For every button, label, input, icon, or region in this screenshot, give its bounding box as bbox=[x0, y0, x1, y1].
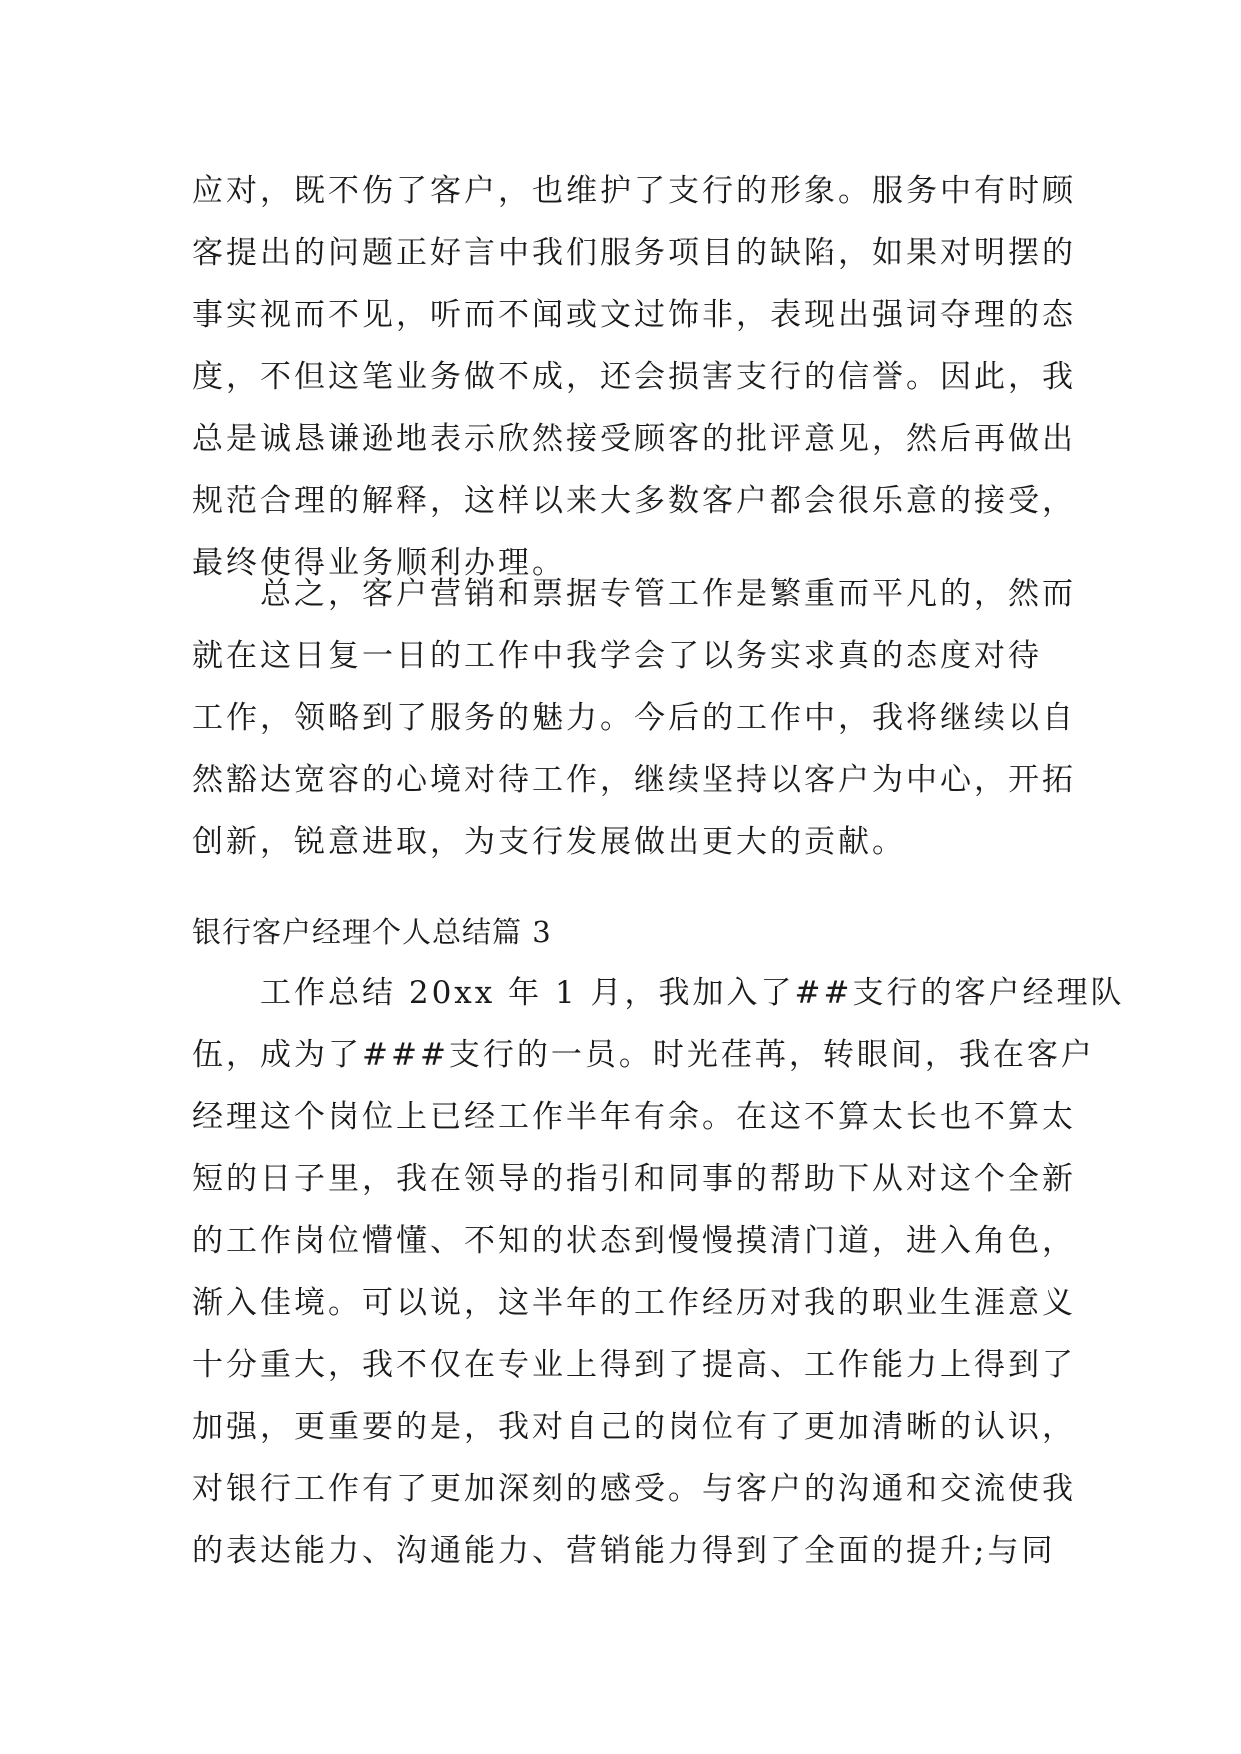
text-line: 工作总结 20xx 年 1 月，我加入了##支行的客户经理队 bbox=[260, 975, 1125, 1011]
text-line: 总之，客户营销和票据专管工作是繁重而平凡的，然而 bbox=[260, 576, 1076, 612]
text-line: 的表达能力、沟通能力、营销能力得到了全面的提升;与同 bbox=[192, 1533, 1056, 1569]
text-line: 工作，领略到了服务的魅力。今后的工作中，我将继续以自 bbox=[192, 700, 1076, 736]
text-line: 客提出的问题正好言中我们服务项目的缺陷，如果对明摆的 bbox=[192, 235, 1076, 271]
text-line: 经理这个岗位上已经工作半年有余。在这不算太长也不算太 bbox=[192, 1099, 1076, 1135]
text-line: 就在这日复一日的工作中我学会了以务实求真的态度对待 bbox=[192, 638, 1042, 674]
text-line: 事实视而不见，听而不闻或文过饰非，表现出强词夺理的态 bbox=[192, 297, 1076, 333]
paragraph-conclusion bbox=[192, 563, 1076, 873]
text-line: 最终使得业务顺利办理。 bbox=[192, 545, 566, 581]
text-line: 对银行工作有了更加深刻的感受。与客户的沟通和交流使我 bbox=[192, 1471, 1076, 1507]
text-line: 伍，成为了###支行的一员。时光荏苒，转眼间，我在客户 bbox=[192, 1037, 1095, 1073]
text-line: 规范合理的解释，这样以来大多数客户都会很乐意的接受， bbox=[192, 483, 1076, 519]
text-line: 创新，锐意进取，为支行发展做出更大的贡献。 bbox=[192, 824, 906, 860]
text-line: 渐入佳境。可以说，这半年的工作经历对我的职业生涯意义 bbox=[192, 1285, 1076, 1321]
text-line: 的工作岗位懵懂、不知的状态到慢慢摸清门道，进入角色， bbox=[192, 1223, 1076, 1259]
text-line: 总是诚恳谦逊地表示欣然接受顾客的批评意见，然后再做出 bbox=[192, 421, 1076, 457]
section-heading: 银行客户经理个人总结篇 3 bbox=[192, 915, 552, 949]
text-line: 十分重大，我不仅在专业上得到了提高、工作能力上得到了 bbox=[192, 1347, 1076, 1383]
text-line: 应对，既不伤了客户，也维护了支行的形象。服务中有时顾 bbox=[192, 173, 1076, 209]
paragraph-work-summary bbox=[192, 962, 1125, 1582]
text-line: 短的日子里，我在领导的指引和同事的帮助下从对这个全新 bbox=[192, 1161, 1076, 1197]
text-line: 然豁达宽容的心境对待工作，继续坚持以客户为中心，开拓 bbox=[192, 762, 1076, 798]
text-line: 加强，更重要的是，我对自己的岗位有了更加清晰的认识， bbox=[192, 1409, 1076, 1445]
text-line: 度，不但这笔业务做不成，还会损害支行的信誉。因此，我 bbox=[192, 359, 1076, 395]
